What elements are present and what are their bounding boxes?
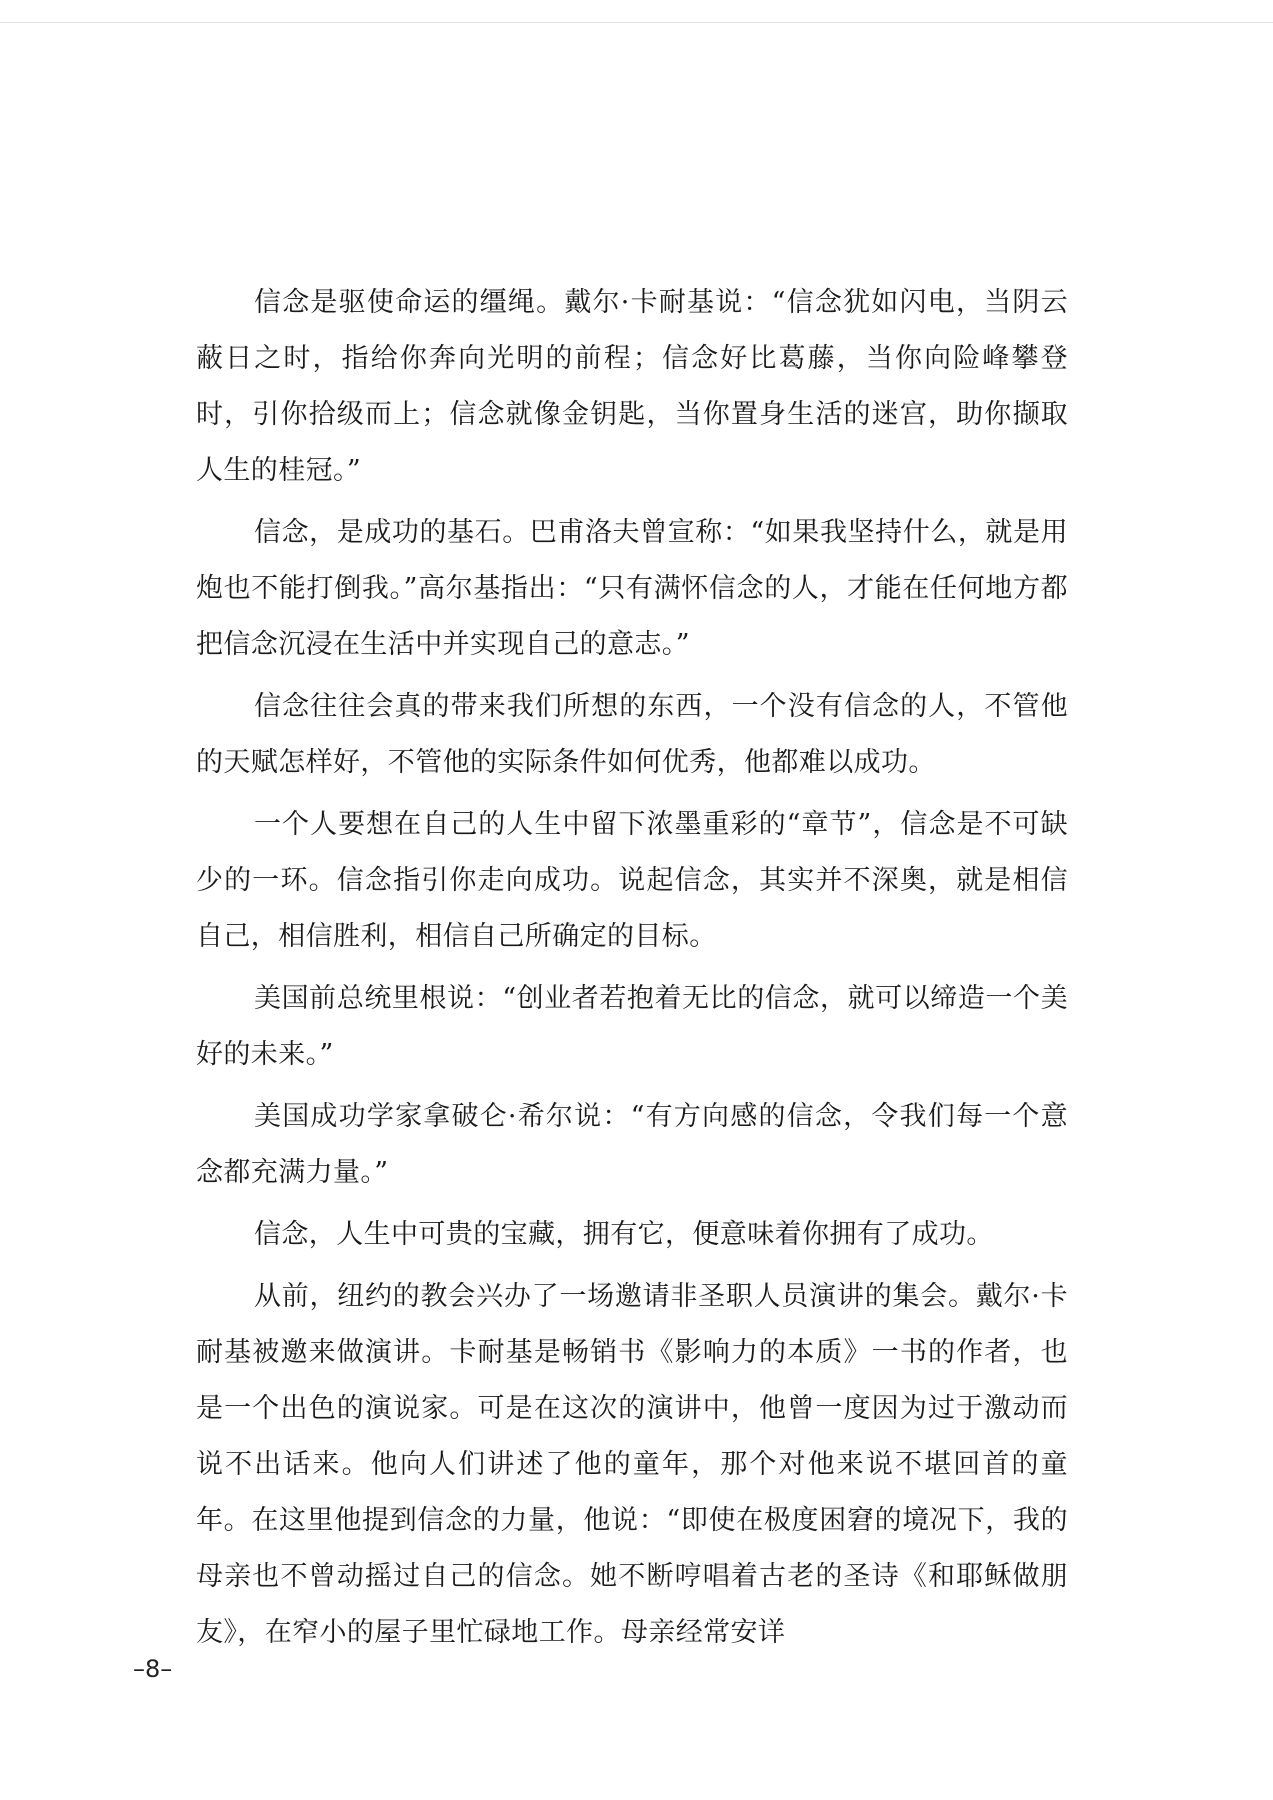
paragraph: 美国成功学家拿破仑·希尔说：“有方向感的信念，令我们每一个意念都充满力量。” <box>196 1101 1068 1188</box>
paragraph: 一个人要想在自己的人生中留下浓墨重彩的“章节”，信念是不可缺少的一环。信念指引你走向成功。说起信念，其实并不深奥，就是相信自己，相信胜利，相信自己所确定的目标。 <box>196 809 1068 952</box>
page-number: –8– <box>133 1655 173 1683</box>
paragraph: 美国前总统里根说：“创业者若抱着无比的信念，就可以缔造一个美好的未来。” <box>196 983 1068 1070</box>
paragraph: 信念是驱使命运的缰绳。戴尔·卡耐基说：“信念犹如闪电，当阴云蔽日之时，指给你奔向光明的前程；信念好比葛藤，当你向险峰攀登时，引你拾级而上；信念就像金钥匙，当你置身生活的迷宫，助你撷取人生的桂冠。” <box>196 287 1068 486</box>
top-edge-line <box>0 22 1273 23</box>
paragraph: 信念往往会真的带来我们所想的东西，一个没有信念的人，不管他的天赋怎样好，不管他的实际条件如何优秀，他都难以成功。 <box>196 691 1068 778</box>
paragraph: 信念，是成功的基石。巴甫洛夫曾宣称：“如果我坚持什么，就是用炮也不能打倒我。”高尔基指出：“只有满怀信念的人，才能在任何地方都把信念沉浸在生活中并实现自己的意志。” <box>196 517 1068 660</box>
paragraph: 信念，人生中可贵的宝藏，拥有它，便意味着你拥有了成功。 <box>254 1219 994 1250</box>
body-text <box>196 275 1068 1667</box>
paragraph: 从前，纽约的教会兴办了一场邀请非圣职人员演讲的集会。戴尔·卡耐基被邀来做演讲。卡耐基是畅销书《影响力的本质》一书的作者，也是一个出色的演说家。可是在这次的演讲中，他曾一度因为过于激动而说不出话来。他向人们讲述了他的童年，那个对他来说不堪回首的童年。在这里他提到信念的力量，他说：“即使在极度困窘的境况下，我的母亲也不曾动摇过自己的信念。她不断哼唱着古老的圣诗《和耶稣做朋友》，在窄小的屋子里忙碌地工作。母亲经常安详 <box>196 1281 1068 1648</box>
